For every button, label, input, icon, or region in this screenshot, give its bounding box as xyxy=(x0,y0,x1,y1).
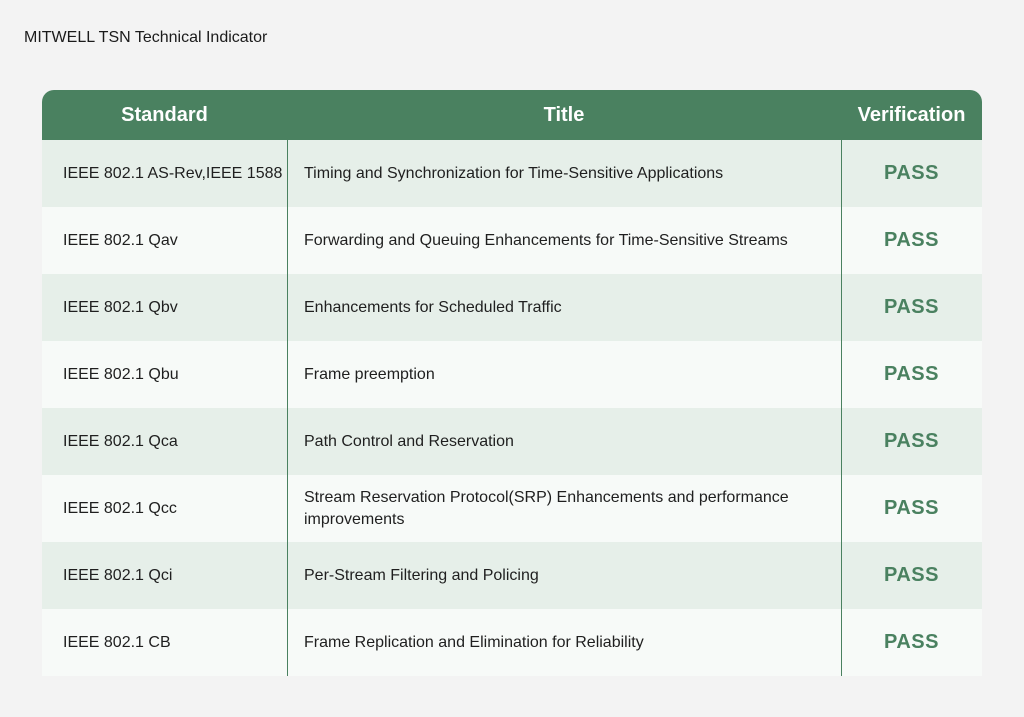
title-cell: Stream Reservation Protocol(SRP) Enhancements and performance improvements xyxy=(304,488,789,528)
title-cell: Timing and Synchronization for Time-Sensitive Applications xyxy=(304,164,724,182)
verification-cell: PASS xyxy=(884,363,939,385)
header-title: Title xyxy=(543,104,585,126)
title-cell: Enhancements for Scheduled Traffic xyxy=(304,298,562,316)
standard-cell: IEEE 802.1 Qbu xyxy=(63,365,179,383)
column-divider xyxy=(841,140,842,676)
table-header xyxy=(42,90,982,140)
header-standard: Standard xyxy=(121,104,208,126)
standard-cell: IEEE 802.1 Qca xyxy=(63,432,178,450)
title-cell: Forwarding and Queuing Enhancements for Time-Sensitive Streams xyxy=(304,231,788,249)
title-cell: Per-Stream Filtering and Policing xyxy=(304,566,539,584)
verification-cell: PASS xyxy=(884,430,939,452)
verification-cell: PASS xyxy=(884,162,939,184)
standard-cell: IEEE 802.1 AS-Rev,IEEE 1588 xyxy=(63,164,283,182)
page-title: MITWELL TSN Technical Indicator xyxy=(24,29,268,46)
verification-cell: PASS xyxy=(884,564,939,586)
verification-cell: PASS xyxy=(884,229,939,251)
column-divider xyxy=(287,140,288,676)
title-cell: Frame preemption xyxy=(304,365,435,383)
standard-cell: IEEE 802.1 Qav xyxy=(63,231,178,249)
header-verification: Verification xyxy=(857,104,966,126)
standard-cell: IEEE 802.1 Qci xyxy=(63,566,173,584)
standard-cell: IEEE 802.1 Qbv xyxy=(63,298,178,316)
title-cell: Path Control and Reservation xyxy=(304,432,514,450)
verification-cell: PASS xyxy=(884,631,939,653)
verification-cell: PASS xyxy=(884,497,939,519)
standard-cell: IEEE 802.1 Qcc xyxy=(63,499,177,517)
table-body xyxy=(42,140,982,676)
standard-cell: IEEE 802.1 CB xyxy=(63,633,171,651)
verification-cell: PASS xyxy=(884,296,939,318)
tsn-indicator-table xyxy=(42,90,982,676)
title-cell: Frame Replication and Elimination for Reliability xyxy=(304,633,644,651)
